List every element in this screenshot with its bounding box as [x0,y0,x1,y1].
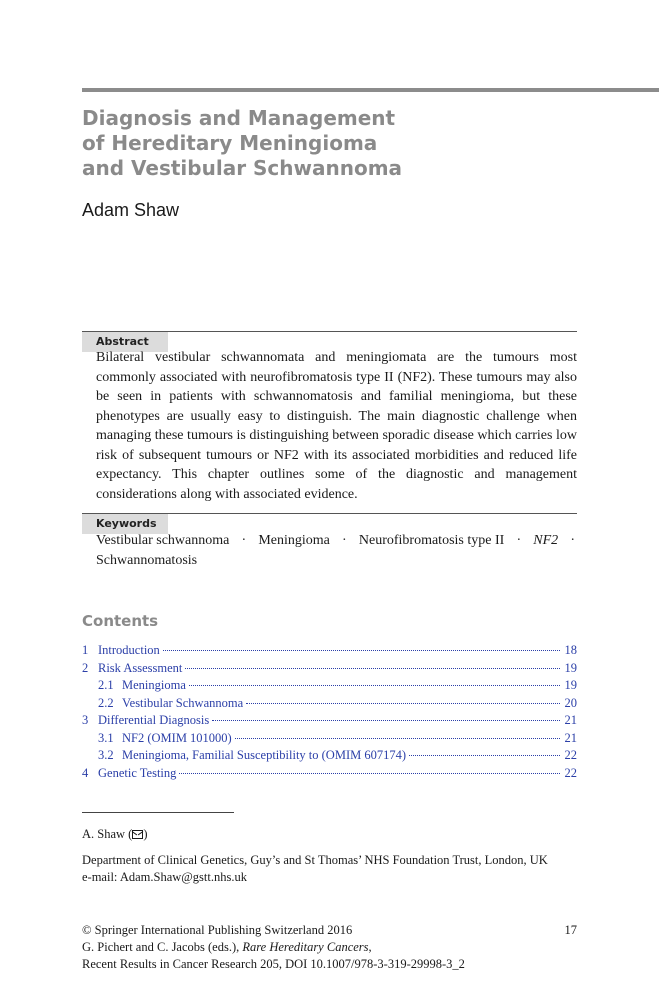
toc-page: 19 [564,660,577,675]
toc-title: Genetic Testing [98,765,177,780]
email-link[interactable]: e-mail: Adam.Shaw@gstt.nhs.uk [82,870,247,884]
keyword-separator: · [241,533,247,548]
toc-entry[interactable] [82,748,577,766]
keyword: Schwannomatosis [96,552,198,568]
editors-line [82,939,577,956]
toc-leader [179,773,560,774]
keyword-separator: · [570,533,575,548]
author-short: A. Shaw ( [82,827,133,841]
keyword: Meningioma [258,533,330,548]
chapter-title [82,106,402,181]
toc-page: 22 [564,748,577,762]
toc-page: 18 [564,643,577,657]
publication-info [82,922,577,973]
editors-suffix: , [368,940,372,954]
author-close: ) [143,827,148,841]
toc-number: 2.2 [98,695,114,710]
toc-page: 22 [564,765,577,780]
toc-page: 20 [564,695,577,710]
editors-text: G. Pichert and C. Jacobs (eds.), [82,940,243,954]
keyword: Neurofibromatosis type II [358,533,505,548]
keywords-list [96,531,577,570]
keywords-label: Keywords [82,514,168,534]
keyword: NF2 [533,533,559,548]
toc-leader [235,738,560,739]
toc-title: NF2 (OMIM 101000) [122,730,232,745]
page-number: 17 [564,923,577,937]
author-name: Adam Shaw [82,200,180,220]
toc-title: Meningioma [122,678,186,692]
title-line: and Vestibular Schwannoma [82,156,403,180]
keyword-separator: · [342,533,347,548]
toc-page: 21 [564,730,577,745]
toc-leader [246,703,560,704]
toc-leader [185,668,560,669]
table-of-contents [82,643,577,783]
copyright-text: © Springer International Publishing Switzerland 2016 [82,923,353,937]
toc-entry[interactable] [82,696,577,714]
toc-entry[interactable] [82,661,577,679]
toc-title: Meningioma, Familial Susceptibility to (OMIM 607174) [122,748,407,762]
toc-number: 1 [82,643,89,657]
toc-number: 3.1 [98,730,114,745]
toc-entry[interactable] [82,713,577,731]
abstract-text: Bilateral vestibular schwannomata and meningiomata are the tumours most commonly associated with neurofibromatosis type II (NF2). These tumours may also be seen in patients with schwannomatosis and familial meningioma, but these phenotypes are usually easy to distinguish. The main diagnostic challenge when managing these tumours is distinguishing between sporadic disease which carries low risk of subsequent tumours or NF2 with its associated morbidities and reduced life expectancy. This chapter outlines some of the diagnostic and management considerations along with associated evidence. [96,350,577,502]
envelope-icon[interactable] [132,830,143,839]
abstract-label: Abstract [82,332,168,352]
toc-page: 19 [564,678,577,692]
toc-number: 2 [82,660,89,675]
toc-leader [409,755,560,756]
title-line: of Hereditary Meningioma [82,131,378,155]
toc-number: 2.1 [98,678,114,692]
toc-number: 3 [82,713,89,727]
footnote-affiliation [82,852,577,886]
toc-title: Introduction [98,643,160,657]
toc-leader [212,720,560,721]
footnote-rule [82,812,234,813]
toc-title: Risk Assessment [98,660,183,675]
toc-entry[interactable] [82,678,577,696]
toc-leader [189,685,560,686]
keyword-separator: · [516,533,522,548]
toc-page: 21 [564,713,577,727]
toc-leader [163,650,560,651]
toc-number: 4 [82,765,89,780]
toc-entry[interactable] [82,731,577,749]
contents-heading: Contents [82,612,159,630]
toc-title: Differential Diagnosis [98,713,210,727]
keyword: Vestibular schwannoma [96,533,230,548]
toc-entry[interactable] [82,643,577,661]
toc-title: Vestibular Schwannoma [122,695,244,710]
footnote-author [82,826,148,843]
series-doi: Recent Results in Cancer Research 205, DOI 10.1007/978-3-319-29998-3_2 [82,957,465,971]
toc-entry[interactable] [82,766,577,784]
affiliation-text: Department of Clinical Genetics, Guy’s and St Thomas’ NHS Foundation Trust, London, UK [82,853,548,867]
book-title: Rare Hereditary Cancers [242,940,369,954]
title-line: Diagnosis and Management [82,106,396,130]
top-rule [82,88,659,92]
toc-number: 3.2 [98,748,114,762]
